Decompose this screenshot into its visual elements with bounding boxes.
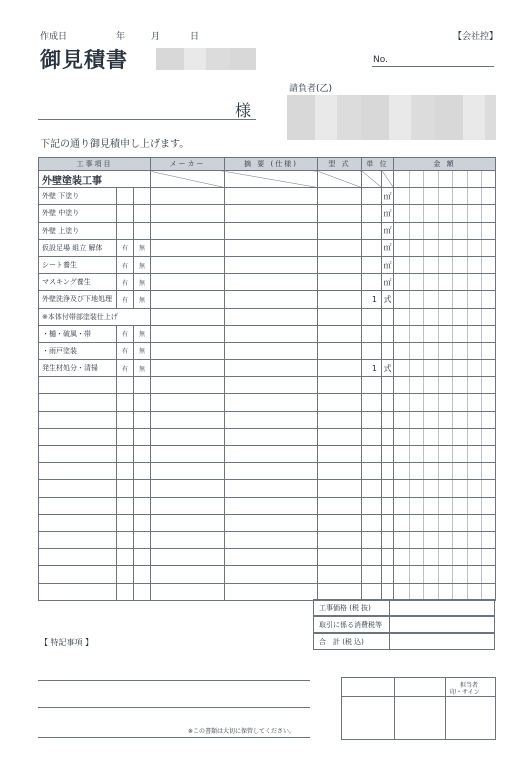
cell-section-title: 外壁塗装工事 <box>39 171 151 188</box>
col-header-spec: 摘 要 (仕様) <box>225 158 318 171</box>
cell-yes: 有 <box>117 256 134 273</box>
cell-no: 無 <box>134 239 151 256</box>
cell-spec <box>225 325 318 342</box>
cell-maker <box>151 205 225 222</box>
summary-tax-value <box>390 617 494 632</box>
cell-unit <box>382 480 394 497</box>
cell-yes: 有 <box>117 239 134 256</box>
cell-maker <box>151 188 225 205</box>
recipient-suffix: 様 <box>235 101 252 120</box>
cell-amount <box>394 583 496 600</box>
cell-spec <box>225 497 318 514</box>
cell-quantity <box>362 446 382 463</box>
cell-model <box>318 480 362 497</box>
cell-maker <box>151 222 225 239</box>
cell-no <box>134 205 151 222</box>
stamp-label-person: 担当者 <box>460 682 479 689</box>
cell-yes <box>117 531 134 548</box>
cell-maker <box>151 291 225 308</box>
estimate-table <box>38 157 496 601</box>
cell-amount <box>394 497 496 514</box>
cell-no: 無 <box>134 256 151 273</box>
cell-amount <box>394 274 496 291</box>
cell-quantity <box>362 463 382 480</box>
cell-unit <box>382 377 394 394</box>
cell-model <box>318 583 362 600</box>
cell-unit <box>382 497 394 514</box>
table-row <box>39 342 496 359</box>
cell-quantity <box>362 583 382 600</box>
cell-unit: ㎡ <box>382 222 394 239</box>
cell-model <box>318 205 362 222</box>
cell-no: 無 <box>134 325 151 342</box>
cell-model <box>318 549 362 566</box>
cell-amount <box>394 411 496 428</box>
cell-quantity <box>362 239 382 256</box>
cell-spec <box>225 411 318 428</box>
cell-item: 外壁洗浄及び下地処理 <box>39 291 117 308</box>
cell-spec <box>225 446 318 463</box>
table-row <box>39 566 496 583</box>
cell-amount <box>394 256 496 273</box>
cell-item: ・雨戸塗装 <box>39 342 117 359</box>
cell-spec <box>225 222 318 239</box>
cell-amount <box>394 377 496 394</box>
cell-item <box>39 377 117 394</box>
table-row <box>39 394 496 411</box>
cell-maker <box>151 566 225 583</box>
cell-quantity <box>362 480 382 497</box>
cell-no: 無 <box>134 274 151 291</box>
cell-item <box>39 514 117 531</box>
cell-amount <box>394 205 496 222</box>
intro-text: 下記の通り御見積申し上げます。 <box>40 139 190 150</box>
table-row <box>39 428 496 445</box>
cell-model <box>318 566 362 583</box>
cell-unit: ㎡ <box>382 239 394 256</box>
cell-quantity <box>362 188 382 205</box>
cell-item: 発生材処分・清掃 <box>39 360 117 377</box>
cell-amount <box>394 222 496 239</box>
col-header-unit: 単 位 <box>362 158 394 171</box>
cell-maker <box>151 342 225 359</box>
remarks-line-3 <box>38 737 310 738</box>
stamp-divider-2 <box>445 678 446 739</box>
summary-total-row <box>313 633 495 650</box>
cell-spec <box>225 256 318 273</box>
cell-model <box>318 188 362 205</box>
cell-quantity <box>362 531 382 548</box>
cell-item: 外壁 上塗り <box>39 222 117 239</box>
table-row <box>39 205 496 222</box>
remarks-line-1 <box>38 680 310 681</box>
number-label: No. <box>373 55 388 65</box>
contractor-label: 請負者(乙) <box>289 84 333 94</box>
cell-maker <box>151 308 225 325</box>
summary-total-label: 合 計 (税 込) <box>314 634 390 649</box>
cell-model <box>318 239 362 256</box>
table-row <box>39 514 496 531</box>
cell-yes <box>117 222 134 239</box>
cell-quantity <box>362 308 382 325</box>
cell-spec <box>225 377 318 394</box>
cell-unit: ㎡ <box>382 188 394 205</box>
stamp-header-line <box>342 696 495 697</box>
remarks-line-2 <box>38 707 310 708</box>
cell-yes <box>117 205 134 222</box>
cell-item: シート養生 <box>39 256 117 273</box>
cell-maker <box>151 274 225 291</box>
cell-yes <box>117 394 134 411</box>
table-row <box>39 222 496 239</box>
col-header-maker: メーカー <box>151 158 225 171</box>
cell-quantity <box>362 205 382 222</box>
table-row <box>39 256 496 273</box>
remarks-label: 【 特記事項 】 <box>40 638 94 647</box>
cell-spec <box>225 394 318 411</box>
cell-amount <box>394 446 496 463</box>
cell-no <box>134 549 151 566</box>
cell-unit <box>382 411 394 428</box>
cell-model <box>318 342 362 359</box>
cell-item <box>39 497 117 514</box>
cell-amount <box>394 325 496 342</box>
cell-unit: ㎡ <box>382 256 394 273</box>
cell-no <box>134 446 151 463</box>
cell-maker <box>151 256 225 273</box>
cell-spec <box>225 480 318 497</box>
stamp-label-sign: 印・サイン <box>450 689 480 696</box>
cell-spec <box>225 360 318 377</box>
cell-quantity: 1 <box>362 360 382 377</box>
cell-yes: 有 <box>117 291 134 308</box>
col-header-amount: 金 額 <box>394 158 496 171</box>
cell-spec <box>225 291 318 308</box>
summary-total-value <box>390 634 494 649</box>
summary-tax-label: 取引に係る消費税等 <box>314 617 390 632</box>
cell-yes: 有 <box>117 325 134 342</box>
cell-unit <box>382 549 394 566</box>
table-row <box>39 463 496 480</box>
cell-unit <box>382 463 394 480</box>
cell-item <box>39 480 117 497</box>
cell-item <box>39 411 117 428</box>
cell-yes <box>117 497 134 514</box>
cell-quantity: 1 <box>362 291 382 308</box>
table-row <box>39 308 496 325</box>
cell-quantity <box>362 497 382 514</box>
table-section-row <box>39 171 496 188</box>
cell-maker <box>151 377 225 394</box>
cell-unit: 式 <box>382 291 394 308</box>
cell-no <box>134 394 151 411</box>
table-row <box>39 188 496 205</box>
cell-maker <box>151 411 225 428</box>
blurred-client-name <box>156 48 256 70</box>
cell-quantity <box>362 256 382 273</box>
cell-yes <box>117 583 134 600</box>
cell-unit <box>382 308 394 325</box>
cell-unit <box>382 514 394 531</box>
table-row <box>39 583 496 600</box>
cell-spec <box>225 239 318 256</box>
cell-quantity <box>362 514 382 531</box>
cell-model <box>318 446 362 463</box>
cell-model <box>318 360 362 377</box>
cell-model <box>318 394 362 411</box>
cell-amount <box>394 360 496 377</box>
cell-maker <box>151 583 225 600</box>
cell-model <box>318 428 362 445</box>
cell-item: 外壁 下塗り <box>39 188 117 205</box>
cell-amount <box>394 239 496 256</box>
table-row <box>39 360 496 377</box>
cell-yes <box>117 411 134 428</box>
cell-unit: ㎡ <box>382 274 394 291</box>
cell-amount <box>394 291 496 308</box>
table-row <box>39 446 496 463</box>
cell-spec <box>225 205 318 222</box>
cell-spec <box>225 514 318 531</box>
cell-unit: ㎡ <box>382 205 394 222</box>
cell-unit <box>382 446 394 463</box>
cell-amount <box>394 342 496 359</box>
cell-no <box>134 531 151 548</box>
table-row <box>39 531 496 548</box>
cell-quantity <box>362 325 382 342</box>
cell-model <box>318 274 362 291</box>
day-label: 日 <box>190 32 200 42</box>
table-row <box>39 411 496 428</box>
cell-item: マスキング養生 <box>39 274 117 291</box>
cell-yes <box>117 463 134 480</box>
cell-item <box>39 549 117 566</box>
cell-maker <box>151 497 225 514</box>
table-header-row <box>39 158 496 171</box>
cell-note: ※本体付帯部塗装仕上げ <box>39 308 151 325</box>
cell-no <box>134 514 151 531</box>
cell-quantity <box>362 342 382 359</box>
cell-maker <box>151 325 225 342</box>
cell-quantity <box>362 377 382 394</box>
cell-model <box>318 411 362 428</box>
cell-no <box>134 411 151 428</box>
cell-spec <box>225 308 318 325</box>
cell-amount <box>394 480 496 497</box>
table-row <box>39 274 496 291</box>
summary-price-row <box>313 599 495 616</box>
cell-unit <box>382 342 394 359</box>
cell-yes <box>117 188 134 205</box>
cell-model <box>318 531 362 548</box>
cell-amount <box>394 463 496 480</box>
cell-spec <box>225 274 318 291</box>
cell-unit <box>382 531 394 548</box>
cell-maker <box>151 480 225 497</box>
year-label: 年 <box>116 32 126 42</box>
cell-maker <box>151 463 225 480</box>
cell-no <box>134 497 151 514</box>
cell-quantity <box>362 171 382 188</box>
cell-amount <box>394 428 496 445</box>
cell-no <box>134 480 151 497</box>
cell-no <box>134 428 151 445</box>
cell-spec <box>225 342 318 359</box>
cell-maker <box>151 549 225 566</box>
number-underline <box>372 66 494 67</box>
cell-unit: 式 <box>382 360 394 377</box>
cell-no <box>134 463 151 480</box>
cell-quantity <box>362 222 382 239</box>
cell-spec <box>225 549 318 566</box>
cell-no <box>134 222 151 239</box>
cell-no <box>134 377 151 394</box>
cell-yes <box>117 566 134 583</box>
cell-no: 無 <box>134 342 151 359</box>
cell-quantity <box>362 274 382 291</box>
cell-spec <box>225 428 318 445</box>
cell-yes <box>117 514 134 531</box>
document-title: 御見積書 <box>40 48 128 72</box>
cell-amount <box>394 171 496 188</box>
cell-unit <box>382 566 394 583</box>
cell-no: 無 <box>134 291 151 308</box>
cell-model <box>318 256 362 273</box>
cell-amount <box>394 188 496 205</box>
cell-unit <box>382 428 394 445</box>
cell-item: 外壁 中塗り <box>39 205 117 222</box>
copy-label: 【会社控】 <box>453 32 499 42</box>
cell-item <box>39 463 117 480</box>
cell-spec <box>225 583 318 600</box>
cell-maker <box>151 531 225 548</box>
cell-spec <box>225 566 318 583</box>
table-row <box>39 480 496 497</box>
cell-item <box>39 531 117 548</box>
cell-yes: 有 <box>117 342 134 359</box>
cell-no <box>134 583 151 600</box>
cell-maker <box>151 360 225 377</box>
cell-model <box>318 497 362 514</box>
cell-model <box>318 514 362 531</box>
cell-amount <box>394 394 496 411</box>
cell-yes: 有 <box>117 360 134 377</box>
cell-maker <box>151 428 225 445</box>
cell-quantity <box>362 411 382 428</box>
cell-amount <box>394 549 496 566</box>
cell-spec <box>225 463 318 480</box>
date-label: 作成日 <box>40 32 68 42</box>
cell-maker <box>151 514 225 531</box>
cell-quantity <box>362 428 382 445</box>
cell-yes <box>117 428 134 445</box>
cell-spec <box>225 188 318 205</box>
table-row <box>39 377 496 394</box>
cell-quantity <box>362 566 382 583</box>
table-row <box>39 497 496 514</box>
cell-maker <box>151 446 225 463</box>
col-header-model: 型 式 <box>318 158 362 171</box>
cell-model <box>318 222 362 239</box>
cell-spec <box>225 531 318 548</box>
cell-yes <box>117 480 134 497</box>
cell-amount <box>394 566 496 583</box>
cell-item <box>39 446 117 463</box>
cell-maker <box>151 171 225 188</box>
cell-unit <box>382 394 394 411</box>
summary-price-label: 工事価格 (税 抜) <box>314 600 390 615</box>
cell-model <box>318 463 362 480</box>
stamp-box <box>341 677 496 740</box>
cell-maker <box>151 394 225 411</box>
table-row <box>39 325 496 342</box>
table-row <box>39 549 496 566</box>
cell-amount <box>394 514 496 531</box>
cell-amount <box>394 531 496 548</box>
table-row <box>39 291 496 308</box>
stamp-divider-1 <box>394 678 395 739</box>
cell-item <box>39 428 117 445</box>
cell-quantity <box>362 394 382 411</box>
cell-yes: 有 <box>117 274 134 291</box>
cell-item <box>39 566 117 583</box>
cell-item: 仮設足場 組立 解体 <box>39 239 117 256</box>
recipient-underline <box>38 119 256 120</box>
table-row <box>39 239 496 256</box>
cell-model <box>318 308 362 325</box>
cell-yes <box>117 446 134 463</box>
summary-tax-row <box>313 616 495 633</box>
cell-no <box>134 566 151 583</box>
cell-spec <box>225 171 318 188</box>
cell-model <box>318 291 362 308</box>
cell-yes <box>117 549 134 566</box>
cell-model <box>318 325 362 342</box>
cell-model <box>318 377 362 394</box>
footer-note: ※この書類は大切に保管してください。 <box>188 728 296 735</box>
cell-unit <box>382 583 394 600</box>
cell-no <box>134 188 151 205</box>
cell-item: ・樋・破風・帯 <box>39 325 117 342</box>
cell-quantity <box>362 549 382 566</box>
cell-amount <box>394 308 496 325</box>
blurred-contractor-info <box>287 95 496 140</box>
col-header-item: 工事項目 <box>39 158 151 171</box>
cell-item <box>39 394 117 411</box>
cell-unit <box>382 325 394 342</box>
cell-maker <box>151 239 225 256</box>
cell-no: 無 <box>134 360 151 377</box>
cell-unit <box>382 171 394 188</box>
cell-yes <box>117 377 134 394</box>
month-label: 月 <box>151 32 161 42</box>
cell-item <box>39 583 117 600</box>
summary-price-value <box>390 600 494 615</box>
cell-model <box>318 171 362 188</box>
